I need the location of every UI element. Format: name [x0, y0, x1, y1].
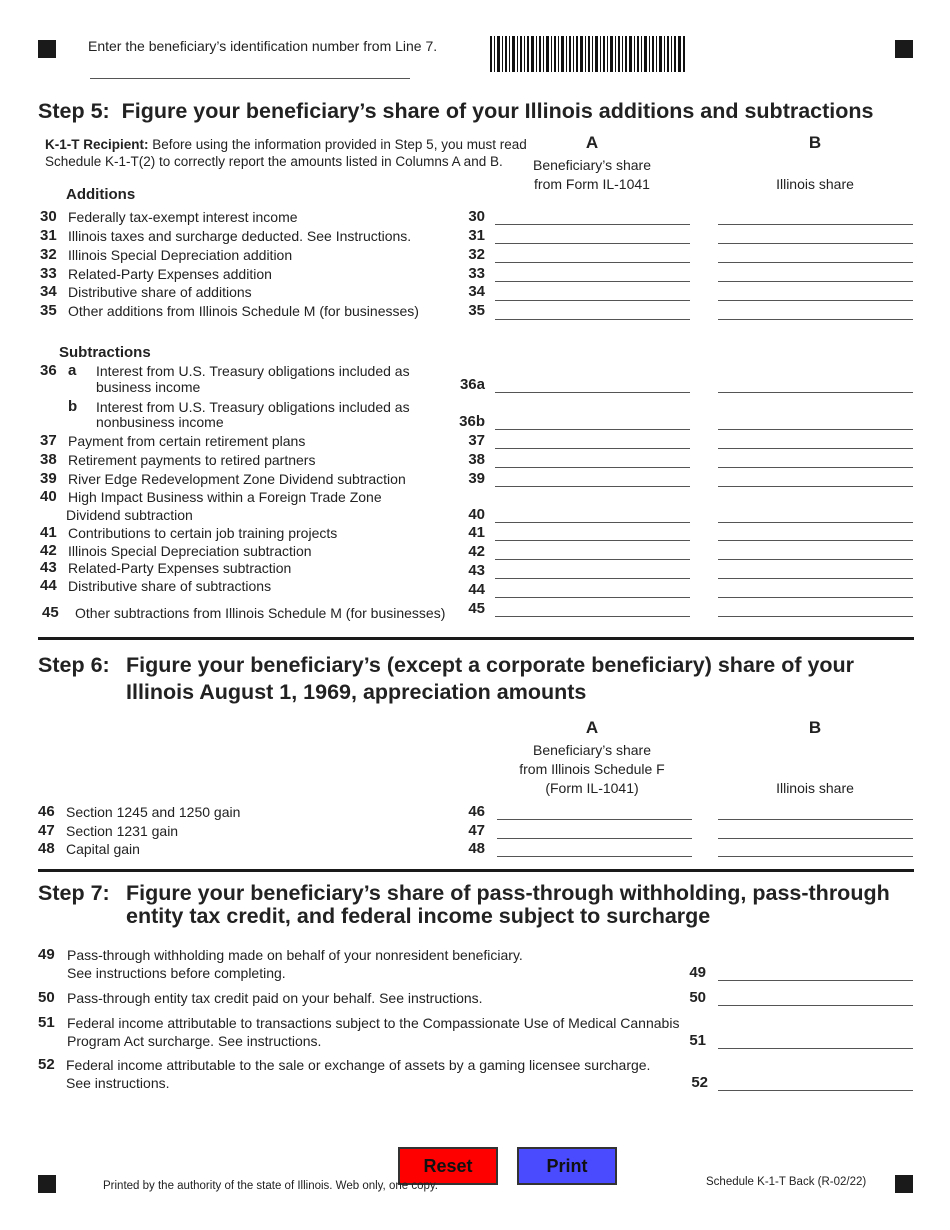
line-52-number: 52: [38, 1056, 55, 1073]
line-30-number: 30: [40, 208, 57, 225]
line-36a-ref: 36a: [459, 376, 485, 393]
line-36b-text2: nonbusiness income: [96, 414, 224, 430]
line-49-number: 49: [38, 946, 55, 963]
line-30-col-a-input[interactable]: [495, 204, 690, 225]
registration-mark-top-left: [38, 40, 56, 58]
line-51-input[interactable]: [718, 1028, 913, 1049]
line-45-col-a-input[interactable]: [495, 596, 690, 617]
line-51-number: 51: [38, 1014, 55, 1031]
line-32-ref: 32: [468, 246, 485, 263]
line-49-input[interactable]: [718, 960, 913, 981]
line-37-col-a-input[interactable]: [495, 428, 690, 449]
line-31-col-b-input[interactable]: [718, 223, 913, 244]
line-48-ref: 48: [468, 840, 485, 857]
line-33-text: Related-Party Expenses addition: [68, 266, 272, 282]
step5-col-a-line1: Beneficiary’s share: [532, 157, 652, 173]
line-42-text: Illinois Special Depreciation subtraction: [68, 543, 312, 559]
step6-col-a-line2: from Illinois Schedule F: [519, 761, 665, 777]
step5-label: Step 5:: [38, 99, 110, 123]
line-34-col-b-input[interactable]: [718, 280, 913, 301]
registration-mark-bottom-left: [38, 1175, 56, 1193]
line-51-text1: Federal income attributable to transactions subject to the Compassionate Use of Medical Cannabis: [67, 1015, 680, 1031]
line-33-number: 33: [40, 265, 57, 282]
step6-col-b-text: Illinois share: [776, 780, 854, 796]
line-42-number: 42: [40, 542, 57, 559]
line-47-text: Section 1231 gain: [66, 823, 179, 839]
line-52-text1: Federal income attributable to the sale or exchange of assets by a gaming licensee surcharge.: [66, 1057, 651, 1073]
step7-title-line2: entity tax credit, and federal income subject to surcharge: [126, 904, 711, 928]
line-46-ref: 46: [468, 803, 485, 820]
line-38-text: Retirement payments to retired partners: [68, 452, 316, 468]
line-39-ref: 39: [468, 470, 485, 487]
line-33-col-b-input[interactable]: [718, 261, 913, 282]
line-37-col-b-input[interactable]: [718, 428, 913, 449]
line-32-col-b-input[interactable]: [718, 242, 913, 263]
registration-mark-top-right: [895, 40, 913, 58]
step5-col-b-text: Illinois share: [776, 176, 854, 192]
line-34-col-a-input[interactable]: [495, 280, 690, 301]
line-45-ref: 45: [468, 600, 485, 617]
step6-col-b-letter: B: [808, 718, 822, 737]
step6-divider: [38, 637, 914, 640]
line-31-text: Illinois taxes and surcharge deducted. See Instructions.: [68, 228, 412, 244]
step6-column-b-header: [735, 718, 895, 798]
line-44-ref: 44: [468, 581, 485, 598]
line-38-col-b-input[interactable]: [718, 447, 913, 468]
line-31-number: 31: [40, 227, 57, 244]
line-35-number: 35: [40, 302, 57, 319]
line-36b-col-b-input[interactable]: [718, 409, 913, 430]
line-48-text: Capital gain: [66, 841, 140, 857]
line-38-col-a-input[interactable]: [495, 447, 690, 468]
line-31-ref: 31: [468, 227, 485, 244]
line-43-number: 43: [40, 559, 57, 576]
line-37-text: Payment from certain retirement plans: [68, 433, 306, 449]
line-42-col-b-input[interactable]: [718, 539, 913, 560]
step7-title-line1: Figure your beneficiary’s share of pass-through withholding, pass-through: [126, 881, 890, 905]
line-36a-text2: business income: [96, 379, 201, 395]
line-52-input[interactable]: [718, 1070, 913, 1091]
line-48-number: 48: [38, 840, 55, 857]
step6-title-line2: Illinois August 1, 1969, appreciation amounts: [126, 680, 587, 704]
line-42-col-a-input[interactable]: [495, 539, 690, 560]
line-41-ref: 41: [468, 524, 485, 541]
line-40-text2: Dividend subtraction: [66, 507, 193, 523]
step5-heading: [38, 98, 874, 125]
line-47-number: 47: [38, 822, 55, 839]
line-31-col-a-input[interactable]: [495, 223, 690, 244]
line-39-col-b-input[interactable]: [718, 466, 913, 487]
line-47-ref: 47: [468, 822, 485, 839]
line-38-number: 38: [40, 451, 57, 468]
registration-mark-bottom-right: [895, 1175, 913, 1193]
line-43-col-b-input[interactable]: [718, 558, 913, 579]
barcode: [490, 36, 686, 72]
footer-printed-by: Printed by the authority of the state of Illinois. Web only, one copy.: [103, 1180, 438, 1192]
line-39-col-a-input[interactable]: [495, 466, 690, 487]
line-30-text: Federally tax-exempt interest income: [68, 209, 298, 225]
line-45-text: Other subtractions from Illinois Schedule M (for businesses): [75, 605, 446, 621]
line-36b-ref: 36b: [459, 413, 485, 430]
step5-column-b-header: [735, 133, 895, 194]
line-44-col-b-input[interactable]: [718, 577, 913, 598]
recipient-note-line1: [45, 137, 527, 152]
id-prompt: Enter the beneficiary’s identification number from Line 7.: [88, 38, 438, 54]
line-44-text: Distributive share of subtractions: [68, 578, 272, 594]
line-36a-col-a-input[interactable]: [495, 372, 690, 393]
line-52-text2: See instructions.: [66, 1075, 170, 1091]
line-49-ref: 49: [689, 964, 706, 981]
recipient-note-line2: Schedule K-1-T(2) to correctly report the amounts listed in Columns A and B.: [45, 154, 503, 169]
line-34-number: 34: [40, 283, 57, 300]
line-36-number: 36: [40, 362, 57, 379]
line-35-ref: 35: [468, 302, 485, 319]
step6-title-line1: Figure your beneficiary’s (except a corporate beneficiary) share of your: [126, 653, 855, 677]
line-36b-text1: Interest from U.S. Treasury obligations included as: [96, 399, 410, 415]
line-37-number: 37: [40, 432, 57, 449]
subtractions-heading: Subtractions: [59, 344, 151, 361]
line-43-text: Related-Party Expenses subtraction: [68, 560, 292, 576]
footer-form-id: Schedule K-1-T Back (R-02/22): [706, 1176, 867, 1188]
step6-label: Step 6:: [38, 653, 110, 677]
line-41-text: Contributions to certain job training projects: [68, 525, 338, 541]
line-35-col-a-input[interactable]: [495, 299, 690, 320]
line-36a-col-b-input[interactable]: [718, 372, 913, 393]
line-35-col-b-input[interactable]: [718, 299, 913, 320]
line-46-col-a-input[interactable]: [497, 799, 692, 820]
line-36a-text1: Interest from U.S. Treasury obligations included as: [96, 363, 410, 379]
print-button[interactable]: Print: [517, 1147, 617, 1185]
line-45-number: 45: [42, 604, 59, 621]
beneficiary-id-input[interactable]: [90, 58, 410, 79]
line-50-input[interactable]: [718, 985, 913, 1006]
line-51-ref: 51: [689, 1032, 706, 1049]
step5-col-a-letter: A: [585, 133, 599, 152]
line-39-number: 39: [40, 470, 57, 487]
line-40-number: 40: [40, 488, 57, 505]
line-50-number: 50: [38, 989, 55, 1006]
recipient-text1: Before using the information provided in Step 5, you must read: [148, 137, 527, 152]
line-34-text: Distributive share of additions: [68, 284, 252, 300]
line-40-text1: High Impact Business within a Foreign Trade Zone: [68, 489, 382, 505]
line-35-text: Other additions from Illinois Schedule M (for businesses): [68, 303, 419, 319]
line-45-col-b-input[interactable]: [718, 596, 913, 617]
line-46-col-b-input[interactable]: [718, 799, 913, 820]
step6-col-a-line3: (Form IL-1041): [545, 780, 639, 796]
step6-col-a-line1: Beneficiary’s share: [532, 742, 652, 758]
line-48-col-b-input[interactable]: [718, 836, 913, 857]
line-43-ref: 43: [468, 562, 485, 579]
line-41-col-b-input[interactable]: [718, 520, 913, 541]
line-37-ref: 37: [468, 432, 485, 449]
line-36b-col-a-input[interactable]: [495, 409, 690, 430]
line-33-ref: 33: [468, 265, 485, 282]
line-43-col-a-input[interactable]: [495, 558, 690, 579]
line-41-col-a-input[interactable]: [495, 520, 690, 541]
line-50-ref: 50: [689, 989, 706, 1006]
line-30-ref: 30: [468, 208, 485, 225]
line-46-text: Section 1245 and 1250 gain: [66, 804, 241, 820]
line-30-col-b-input[interactable]: [718, 204, 913, 225]
line-44-col-a-input[interactable]: [495, 577, 690, 598]
line-48-col-a-input[interactable]: [497, 836, 692, 857]
line-33-col-a-input[interactable]: [495, 261, 690, 282]
line-39-text: River Edge Redevelopment Zone Dividend subtraction: [68, 471, 406, 487]
step7-divider: [38, 869, 914, 872]
line-42-ref: 42: [468, 543, 485, 560]
line-32-col-a-input[interactable]: [495, 242, 690, 263]
line-44-number: 44: [40, 577, 57, 594]
additions-heading: Additions: [66, 186, 136, 203]
step5-title: Figure your beneficiary’s share of your Illinois additions and subtractions: [121, 99, 874, 123]
line-32-number: 32: [40, 246, 57, 263]
line-51-text2: Program Act surcharge. See instructions.: [67, 1033, 322, 1049]
reset-button[interactable]: Reset: [398, 1147, 498, 1185]
line-32-text: Illinois Special Depreciation addition: [68, 247, 293, 263]
step5-column-a-header: [512, 133, 672, 194]
step5-col-b-letter: B: [808, 133, 822, 152]
line-40-ref: 40: [468, 506, 485, 523]
line-50-text: Pass-through entity tax credit paid on your behalf. See instructions.: [67, 990, 483, 1006]
recipient-bold: K-1-T Recipient:: [45, 137, 149, 152]
line-49-text2: See instructions before completing.: [67, 965, 286, 981]
line-38-ref: 38: [468, 451, 485, 468]
line-52-ref: 52: [691, 1074, 708, 1091]
line-49-text1: Pass-through withholding made on behalf of your nonresident beneficiary.: [67, 947, 523, 963]
step6-column-a-header: [512, 718, 672, 798]
line-36a-letter: a: [68, 362, 77, 379]
line-34-ref: 34: [468, 283, 485, 300]
step7-label: Step 7:: [38, 881, 110, 905]
line-36b-letter: b: [68, 398, 78, 415]
line-46-number: 46: [38, 803, 55, 820]
line-41-number: 41: [40, 524, 57, 541]
step5-col-a-line2: from Form IL-1041: [534, 176, 650, 192]
step6-col-a-letter: A: [585, 718, 599, 737]
